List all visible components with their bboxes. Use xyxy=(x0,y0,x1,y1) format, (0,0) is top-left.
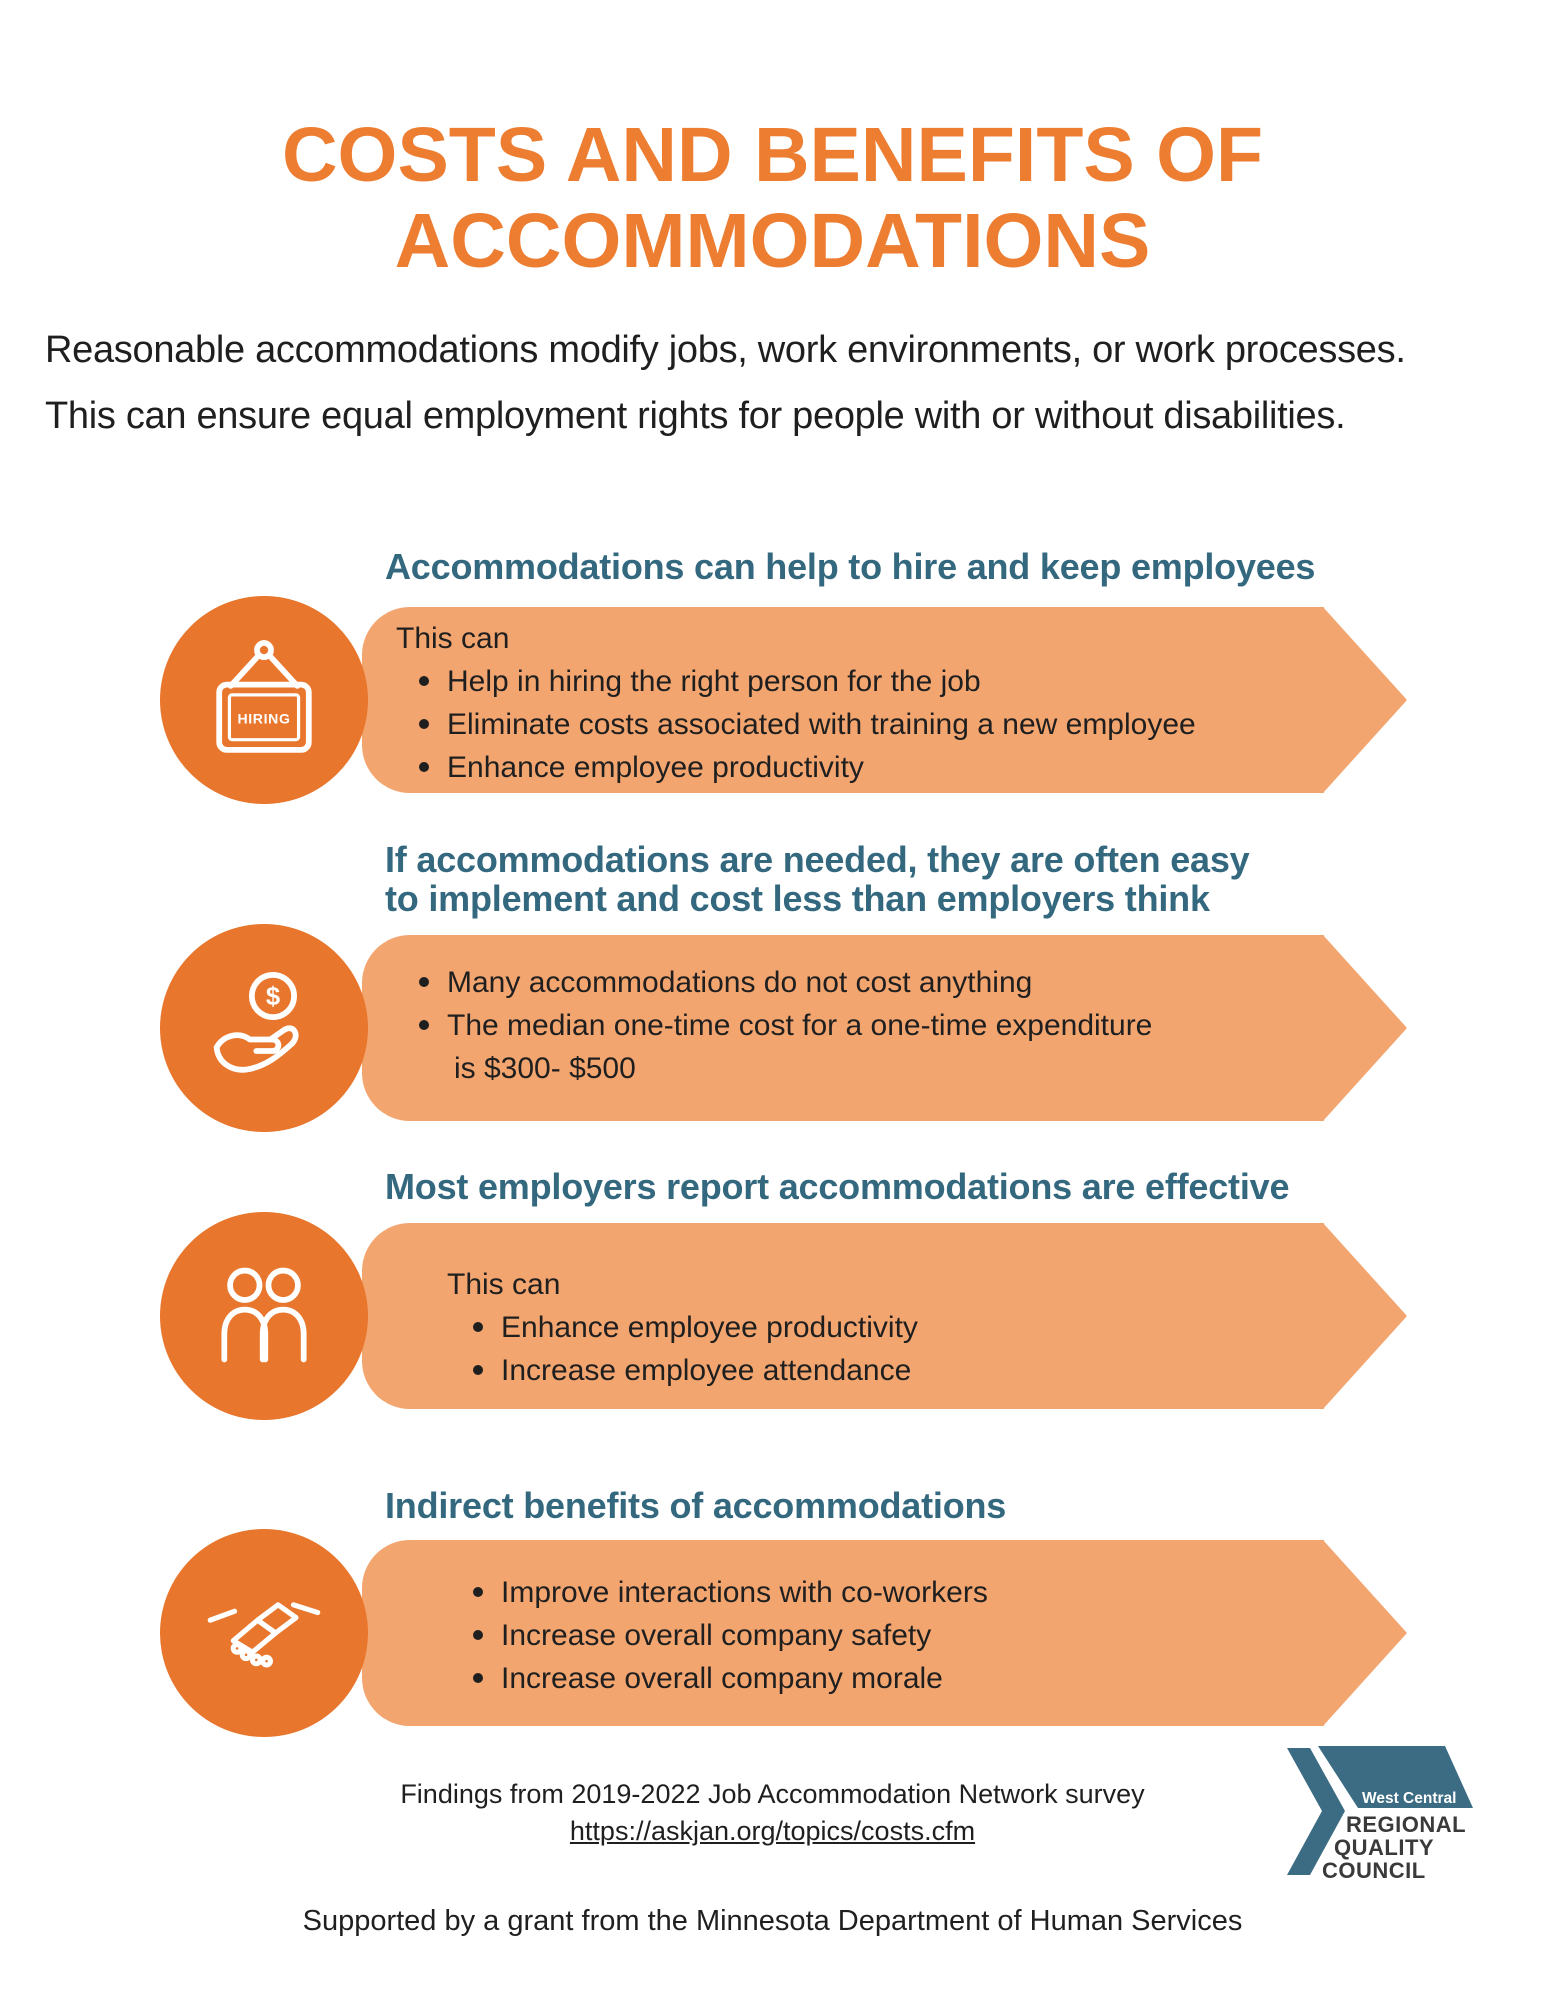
section-heading-indirect xyxy=(385,1486,1006,1525)
bullet-item: Enhance employee productivity xyxy=(416,746,1324,789)
banner-lead: This can xyxy=(396,622,510,655)
banner-lead: This can xyxy=(447,1268,561,1301)
supported-text: Supported by a grant from the Minnesota Department of Human Services xyxy=(302,1905,1243,1937)
dollar-sign-label: $ xyxy=(265,982,281,1011)
bullet-continuation: is $300- $500 xyxy=(454,1052,636,1085)
bullet-item: Improve interactions with co-workers xyxy=(470,1571,1324,1614)
bullet-item: Many accommodations do not cost anything xyxy=(416,961,1324,1004)
heading-line: Indirect benefits of accommodations xyxy=(385,1485,1007,1526)
heading-line: Most employers report accommodations are effective xyxy=(385,1166,1290,1207)
intro-line-1: Reasonable accommodations modify jobs, work environments, or work processes. xyxy=(45,329,1406,371)
bullet-item: Help in hiring the right person for the job xyxy=(416,660,1324,703)
section-heading-effective xyxy=(385,1167,1289,1206)
icon-circle-cost xyxy=(160,924,368,1132)
logo-line-council: COUNCIL xyxy=(1322,1858,1426,1883)
handshake-icon xyxy=(200,1569,328,1697)
icon-circle-indirect xyxy=(160,1529,368,1737)
hiring-sign-icon xyxy=(200,636,328,764)
source-link[interactable]: https://askjan.org/topics/costs.cfm xyxy=(569,1816,976,1846)
heading-line: If accommodations are needed, they are often easy xyxy=(385,839,1250,880)
bullet-item: Increase overall company morale xyxy=(470,1657,1324,1700)
bullet-list xyxy=(416,660,1324,789)
two-people-icon xyxy=(200,1252,328,1380)
banner-effective xyxy=(362,1223,1324,1409)
banner-cost xyxy=(362,935,1324,1121)
logo-tagline: West Central xyxy=(1362,1790,1457,1807)
west-central-rqc-logo xyxy=(1278,1735,1483,1885)
intro-line-2: This can ensure equal employment rights for people with or without disabilities. xyxy=(45,395,1346,437)
banner-indirect xyxy=(362,1540,1324,1726)
bullet-item: Enhance employee productivity xyxy=(470,1306,1324,1349)
bullet-list xyxy=(470,1306,1324,1392)
section-heading-cost xyxy=(385,840,1250,918)
heading-line: Accommodations can help to hire and keep employees xyxy=(385,546,1316,587)
title-line-1: COSTS AND BENEFITS OF xyxy=(281,112,1264,198)
bullet-item: Increase employee attendance xyxy=(470,1349,1324,1392)
bullet-item: Increase overall company safety xyxy=(470,1614,1324,1657)
page-title xyxy=(0,112,1545,284)
icon-circle-hiring xyxy=(160,596,368,804)
hand-coin-icon xyxy=(200,964,328,1092)
logo-line-quality: QUALITY xyxy=(1334,1835,1435,1860)
bullet-list xyxy=(416,961,1324,1090)
icon-circle-effective xyxy=(160,1212,368,1420)
intro-text xyxy=(45,317,1406,449)
title-line-2: ACCOMMODATIONS xyxy=(394,198,1151,284)
logo-line-regional: REGIONAL xyxy=(1346,1812,1467,1837)
bullet-item: Eliminate costs associated with training a new employee xyxy=(416,703,1324,746)
bullet-item: The median one-time cost for a one-time expenditure xyxy=(416,1004,1324,1047)
banner-hiring xyxy=(362,607,1324,793)
section-heading-hiring xyxy=(385,547,1315,586)
findings-text: Findings from 2019-2022 Job Accommodation Network survey xyxy=(400,1779,1145,1809)
bullet-list xyxy=(470,1571,1324,1700)
hiring-sign-label: HIRING xyxy=(237,710,291,727)
heading-line: to implement and cost less than employers think xyxy=(385,878,1210,919)
